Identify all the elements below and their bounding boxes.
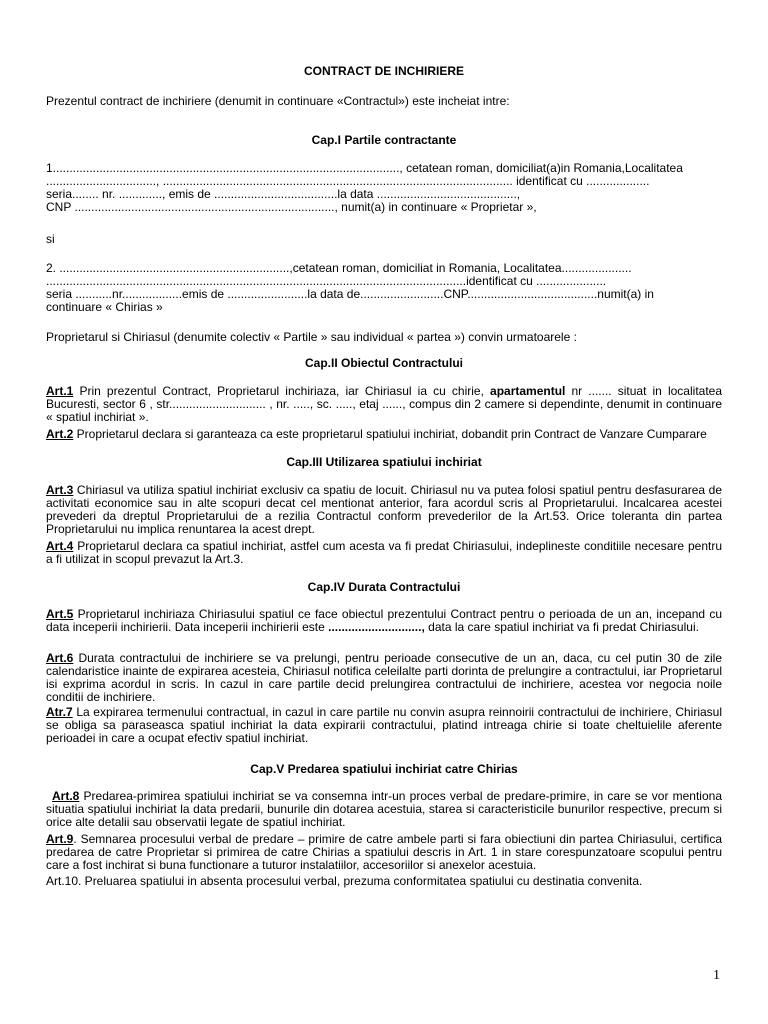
art5-bold-date: ............................,	[328, 620, 425, 634]
art5-label: Art.5	[46, 607, 74, 621]
art3-text: Chiriasul va utiliza spatiul inchiriat exclusiv ca spatiu de locuit. Chiriasul nu va putea folosi spatiul pentru desfasurarea de activitati economice sau in alte scopuri decat cel mentionat anterior, fara acordul scris al Proprietarului. Incalcarea acestei prevederi da dreptul Proprietarului de a rezilia Contractul conform prevederilor de la Art.53. Orice toleranta din partea Proprietarului nu implica renuntarea la acest drept.	[46, 483, 722, 536]
and-separator: si	[46, 232, 55, 246]
art1-bold-word: apartamentul	[490, 384, 566, 398]
cap1-heading: Cap.I Partile contractante	[311, 133, 457, 147]
art6-label: Art.6	[46, 651, 74, 665]
cap4-heading: Cap.IV Durata Contractului	[307, 580, 461, 594]
art2-text: Proprietarul declara si garanteaza ca este proprietarul spatiului inchiriat, dobandit prin Contract de Vanzare Cumparare	[73, 427, 707, 441]
party1-line4: CNP .............................................................................., numit(a) in continuare « Proprietar »,	[46, 200, 537, 214]
art6-text: Durata contractului de inchiriere se va prelungi, pentru perioade consecutive de un an, daca, cu cel putin 30 de zile calendaristice inainte de expirarea acesteia, Chiriasul notifica celeilalte parti dorinta de prelungire a contractului, iar Proprietarul isi exprima acordul in scris. In cazul in care partile decid prelungirea contractului de inchiriere, acestea vor negocia noile conditii de inchiriere.	[46, 651, 722, 704]
art4-paragraph	[46, 540, 722, 566]
cap2-heading: Cap.II Obiectul Contractului	[304, 356, 463, 370]
art8-paragraph	[46, 790, 722, 829]
art7-text: La expirarea termenului contractual, in cazul in care partile nu convin asupra reinnoirii contractului de inchiriere, Chiriasul se obliga sa paraseasca spatiul inchiriat la data expirarii contractului, platind intreaga chirie si toate cheltuielile aferente perioadei in care a ocupat efectiv spatiul inchiriat.	[46, 705, 722, 745]
art9-text: . Semnarea procesului verbal de predare – primire de catre ambele parti si fara obiectiuni din partea Chiriasului, certifica predarea de catre Proprietar si primirea de catre Chirias a spatiului descris in Art. 1 in stare corespunzatoare scopului pentru care a fost inchirat si buna functionare a tuturor instalatiilor, accesoriilor si anexelor acestuia.	[46, 832, 722, 872]
party2-line1: 2. .....................................................................,cetatean roman, domiciliat in Romania, Localitatea.....................	[46, 261, 632, 275]
art2-label: Art.2	[46, 427, 74, 441]
art4-label: Art.4	[46, 539, 74, 553]
art9-label: Art.9	[46, 832, 74, 846]
art1-text-a: Prin prezentul Contract, Proprietarul inchiriaza, iar Chiriasul ia cu chirie,	[73, 384, 491, 398]
art1-text-b: nr ....... situat in localitatea Bucuresti, sector 6 , str............................. , nr. ....., sc. ....., etaj ......, compus din 2 camere si dependinte, denumit in continuare « spatiul inchiriat ».	[46, 384, 723, 424]
party1-line2: ................................., ......................................................................................................... identificat cu ...................	[46, 174, 650, 188]
document-title: CONTRACT DE INCHIRIERE	[303, 64, 464, 78]
party1-block	[46, 162, 722, 214]
agreement-paragraph: Proprietarul si Chiriasul (denumite colectiv « Partile » sau individual « partea ») convin urmatoarele :	[46, 330, 577, 344]
party2-block	[46, 262, 722, 314]
art10-paragraph: Art.10. Preluarea spatiului in absenta procesului verbal, prezuma conformitatea spatiului cu destinatia convenita.	[46, 874, 643, 888]
cap3-heading: Cap.III Utilizarea spatiului inchiriat	[286, 455, 482, 469]
art1-label: Art.1	[46, 384, 74, 398]
cap5-heading: Cap.V Predarea spatiului inchiriat catre Chirias	[250, 762, 518, 776]
art1-paragraph	[46, 385, 722, 424]
art5-paragraph	[46, 608, 722, 634]
art8-label: Art.8	[52, 789, 80, 803]
art9-paragraph	[46, 833, 722, 872]
party2-line3: seria ...........nr..................emis de ........................la data de.........................CNP.......................................numit(a) in	[46, 287, 654, 301]
intro-paragraph: Prezentul contract de inchiriere (denumit in continuare «Contractul») este incheiat intre:	[46, 94, 510, 108]
party1-line1: 1........................................................................................................, cetatean roman, domiciliat(a)in Romania,Localitatea	[46, 161, 683, 175]
art8-text: Predarea-primirea spatiului inchiriat se va consemna intr-un proces verbal de predare-primire, in care se vor mentiona situatia spatiului inchiriat la data predarii, bunurile din dotarea acestuia, starea si caracteristicile bunurilor respective, precum si orice alte detalii sau observatii legate de spatiul inchiriat.	[46, 789, 722, 829]
art2-paragraph	[46, 428, 722, 441]
art7-paragraph	[46, 706, 722, 745]
art6-paragraph	[46, 652, 722, 704]
party2-line2: ..............................................................................................................................identificat cu .....................	[46, 274, 607, 288]
party1-line3: seria........ nr. ............., emis de .....................................la data ..........................................,	[46, 187, 521, 201]
art4-text: Proprietarul declara ca spatiul inchiriat, astfel cum acesta va fi predat Chiriasului, indeplineste conditiile necesare pentru a fi utilizat in scopul prevazut la Art.3.	[46, 539, 722, 566]
art7-label: Atr.7	[46, 705, 73, 719]
party2-line4: continuare « Chirias »	[46, 300, 163, 314]
page-number: 1	[713, 968, 720, 983]
art5-text-a: Proprietarul inchiriaza Chiriasului spatiul ce face obiectul prezentului Contract pentru o perioada de un an, incepand cu data inceperii inchirierii. Data inceperii inchirierii este	[46, 607, 722, 634]
art5-text-b: data la care spatiul inchiriat va fi predat Chiriasului.	[424, 620, 699, 634]
art3-paragraph	[46, 484, 722, 536]
art3-label: Art.3	[46, 483, 74, 497]
